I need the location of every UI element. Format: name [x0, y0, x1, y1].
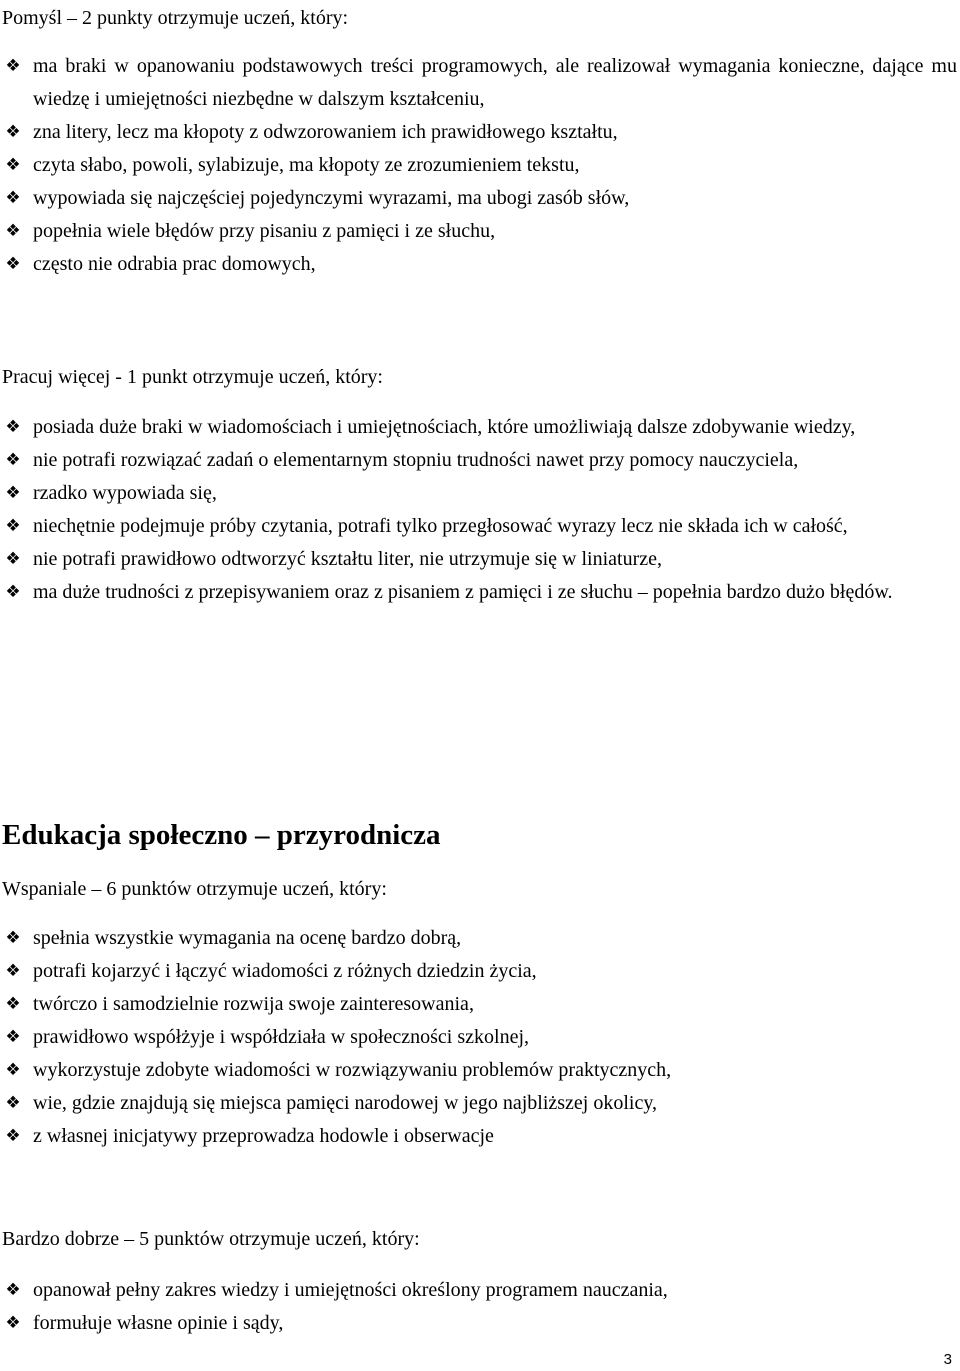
- list-item: [2, 922, 957, 955]
- list-item-text: ma braki w opanowaniu podstawowych treści programowych, ale realizował wymagania konieczne, dające mu wiedzę i umiejętności niezbędne w dalszym kształceniu,: [33, 55, 957, 110]
- list-item-text: nie potrafi rozwiązać zadań o elementarnym stopniu trudności nawet przy pomocy nauczyciela,: [33, 449, 799, 471]
- bullet-list: [2, 50, 957, 281]
- four-diamond-bullet-icon: ❖: [5, 56, 21, 76]
- list-item: [2, 1307, 957, 1340]
- bullet-list: [2, 922, 957, 1153]
- four-diamond-bullet-icon: ❖: [5, 1093, 21, 1113]
- list-item-text: nie potrafi prawidłowo odtworzyć kształtu liter, nie utrzymuje się w liniaturze,: [33, 548, 663, 570]
- list-item: [2, 1054, 957, 1087]
- list-item: [2, 411, 957, 444]
- section-wspaniale: [2, 873, 957, 1153]
- list-item: [2, 182, 957, 215]
- bullet-list: [2, 1274, 957, 1340]
- four-diamond-bullet-icon: ❖: [5, 994, 21, 1014]
- section-title: Pomyśl – 2 punkty otrzymuje uczeń, który:: [2, 7, 349, 29]
- four-diamond-bullet-icon: ❖: [5, 483, 21, 503]
- section-title: Pracuj więcej - 1 punkt otrzymuje uczeń, który:: [2, 366, 383, 388]
- four-diamond-bullet-icon: ❖: [5, 928, 21, 948]
- four-diamond-bullet-icon: ❖: [5, 122, 21, 142]
- list-item-text: rzadko wypowiada się,: [33, 482, 217, 504]
- four-diamond-bullet-icon: ❖: [5, 1027, 21, 1047]
- section-title: Wspaniale – 6 punktów otrzymuje uczeń, który:: [2, 878, 387, 900]
- list-item: [2, 988, 957, 1021]
- bullet-list: [2, 411, 957, 609]
- section-pomysl: [2, 2, 957, 281]
- section-title: Bardzo dobrze – 5 punktów otrzymuje uczeń, który:: [2, 1228, 420, 1250]
- list-item-text: prawidłowo współżyje i współdziała w społeczności szkolnej,: [33, 1026, 529, 1048]
- list-item-text: czyta słabo, powoli, sylabizuje, ma kłopoty ze zrozumieniem tekstu,: [33, 154, 580, 176]
- four-diamond-bullet-icon: ❖: [5, 1126, 21, 1146]
- four-diamond-bullet-icon: ❖: [5, 549, 21, 569]
- four-diamond-bullet-icon: ❖: [5, 221, 21, 241]
- list-item: [2, 1274, 957, 1307]
- list-item-text: posiada duże braki w wiadomościach i umiejętnościach, które umożliwiają dalsze zdobywanie wiedzy,: [33, 416, 856, 438]
- list-item: [2, 444, 957, 477]
- list-item: [2, 1021, 957, 1054]
- four-diamond-bullet-icon: ❖: [5, 417, 21, 437]
- list-item-text: często nie odrabia prac domowych,: [33, 253, 316, 275]
- list-item-text: niechętnie podejmuje próby czytania, potrafi tylko przegłosować wyrazy lecz nie składa ich w całość,: [33, 515, 848, 537]
- list-item: [2, 215, 957, 248]
- list-item-text: formułuje własne opinie i sądy,: [33, 1312, 284, 1334]
- four-diamond-bullet-icon: ❖: [5, 1313, 21, 1333]
- list-item-text: wie, gdzie znajdują się miejsca pamięci narodowej w jego najbliższej okolicy,: [33, 1092, 658, 1114]
- list-item: [2, 1120, 957, 1153]
- list-item: [2, 955, 957, 988]
- list-item: [2, 510, 957, 543]
- list-item-text: opanował pełny zakres wiedzy i umiejętności określony programem nauczania,: [33, 1279, 668, 1301]
- four-diamond-bullet-icon: ❖: [5, 254, 21, 274]
- list-item-text: popełnia wiele błędów przy pisaniu z pamięci i ze słuchu,: [33, 220, 496, 242]
- list-item-text: ma duże trudności z przepisywaniem oraz z pisaniem z pamięci i ze słuchu – popełnia bardzo dużo błędów.: [33, 581, 893, 603]
- four-diamond-bullet-icon: ❖: [5, 582, 21, 602]
- section-pracuj-wiecej: [2, 361, 957, 609]
- section-heading: Edukacja społeczno – przyrodnicza: [2, 819, 441, 851]
- list-item: [2, 477, 957, 510]
- list-item-text: spełnia wszystkie wymagania na ocenę bardzo dobrą,: [33, 927, 462, 949]
- four-diamond-bullet-icon: ❖: [5, 450, 21, 470]
- list-item: [2, 248, 957, 281]
- list-item: [2, 1087, 957, 1120]
- page-number: 3: [943, 1351, 952, 1368]
- four-diamond-bullet-icon: ❖: [5, 516, 21, 536]
- four-diamond-bullet-icon: ❖: [5, 1060, 21, 1080]
- list-item-text: twórczo i samodzielnie rozwija swoje zainteresowania,: [33, 993, 474, 1015]
- four-diamond-bullet-icon: ❖: [5, 961, 21, 981]
- list-item: [2, 50, 957, 116]
- list-item-text: wypowiada się najczęściej pojedynczymi wyrazami, ma ubogi zasób słów,: [33, 187, 630, 209]
- list-item: [2, 543, 957, 576]
- list-item: [2, 116, 957, 149]
- four-diamond-bullet-icon: ❖: [5, 188, 21, 208]
- list-item-text: wykorzystuje zdobyte wiadomości w rozwiązywaniu problemów praktycznych,: [33, 1059, 672, 1081]
- list-item: [2, 149, 957, 182]
- four-diamond-bullet-icon: ❖: [5, 155, 21, 175]
- section-bardzo-dobrze: [2, 1223, 957, 1340]
- list-item: [2, 576, 957, 609]
- list-item-text: zna litery, lecz ma kłopoty z odwzorowaniem ich prawidłowego kształtu,: [33, 121, 618, 143]
- list-item-text: potrafi kojarzyć i łączyć wiadomości z różnych dziedzin życia,: [33, 960, 537, 982]
- list-item-text: z własnej inicjatywy przeprowadza hodowle i obserwacje: [33, 1125, 494, 1147]
- four-diamond-bullet-icon: ❖: [5, 1280, 21, 1300]
